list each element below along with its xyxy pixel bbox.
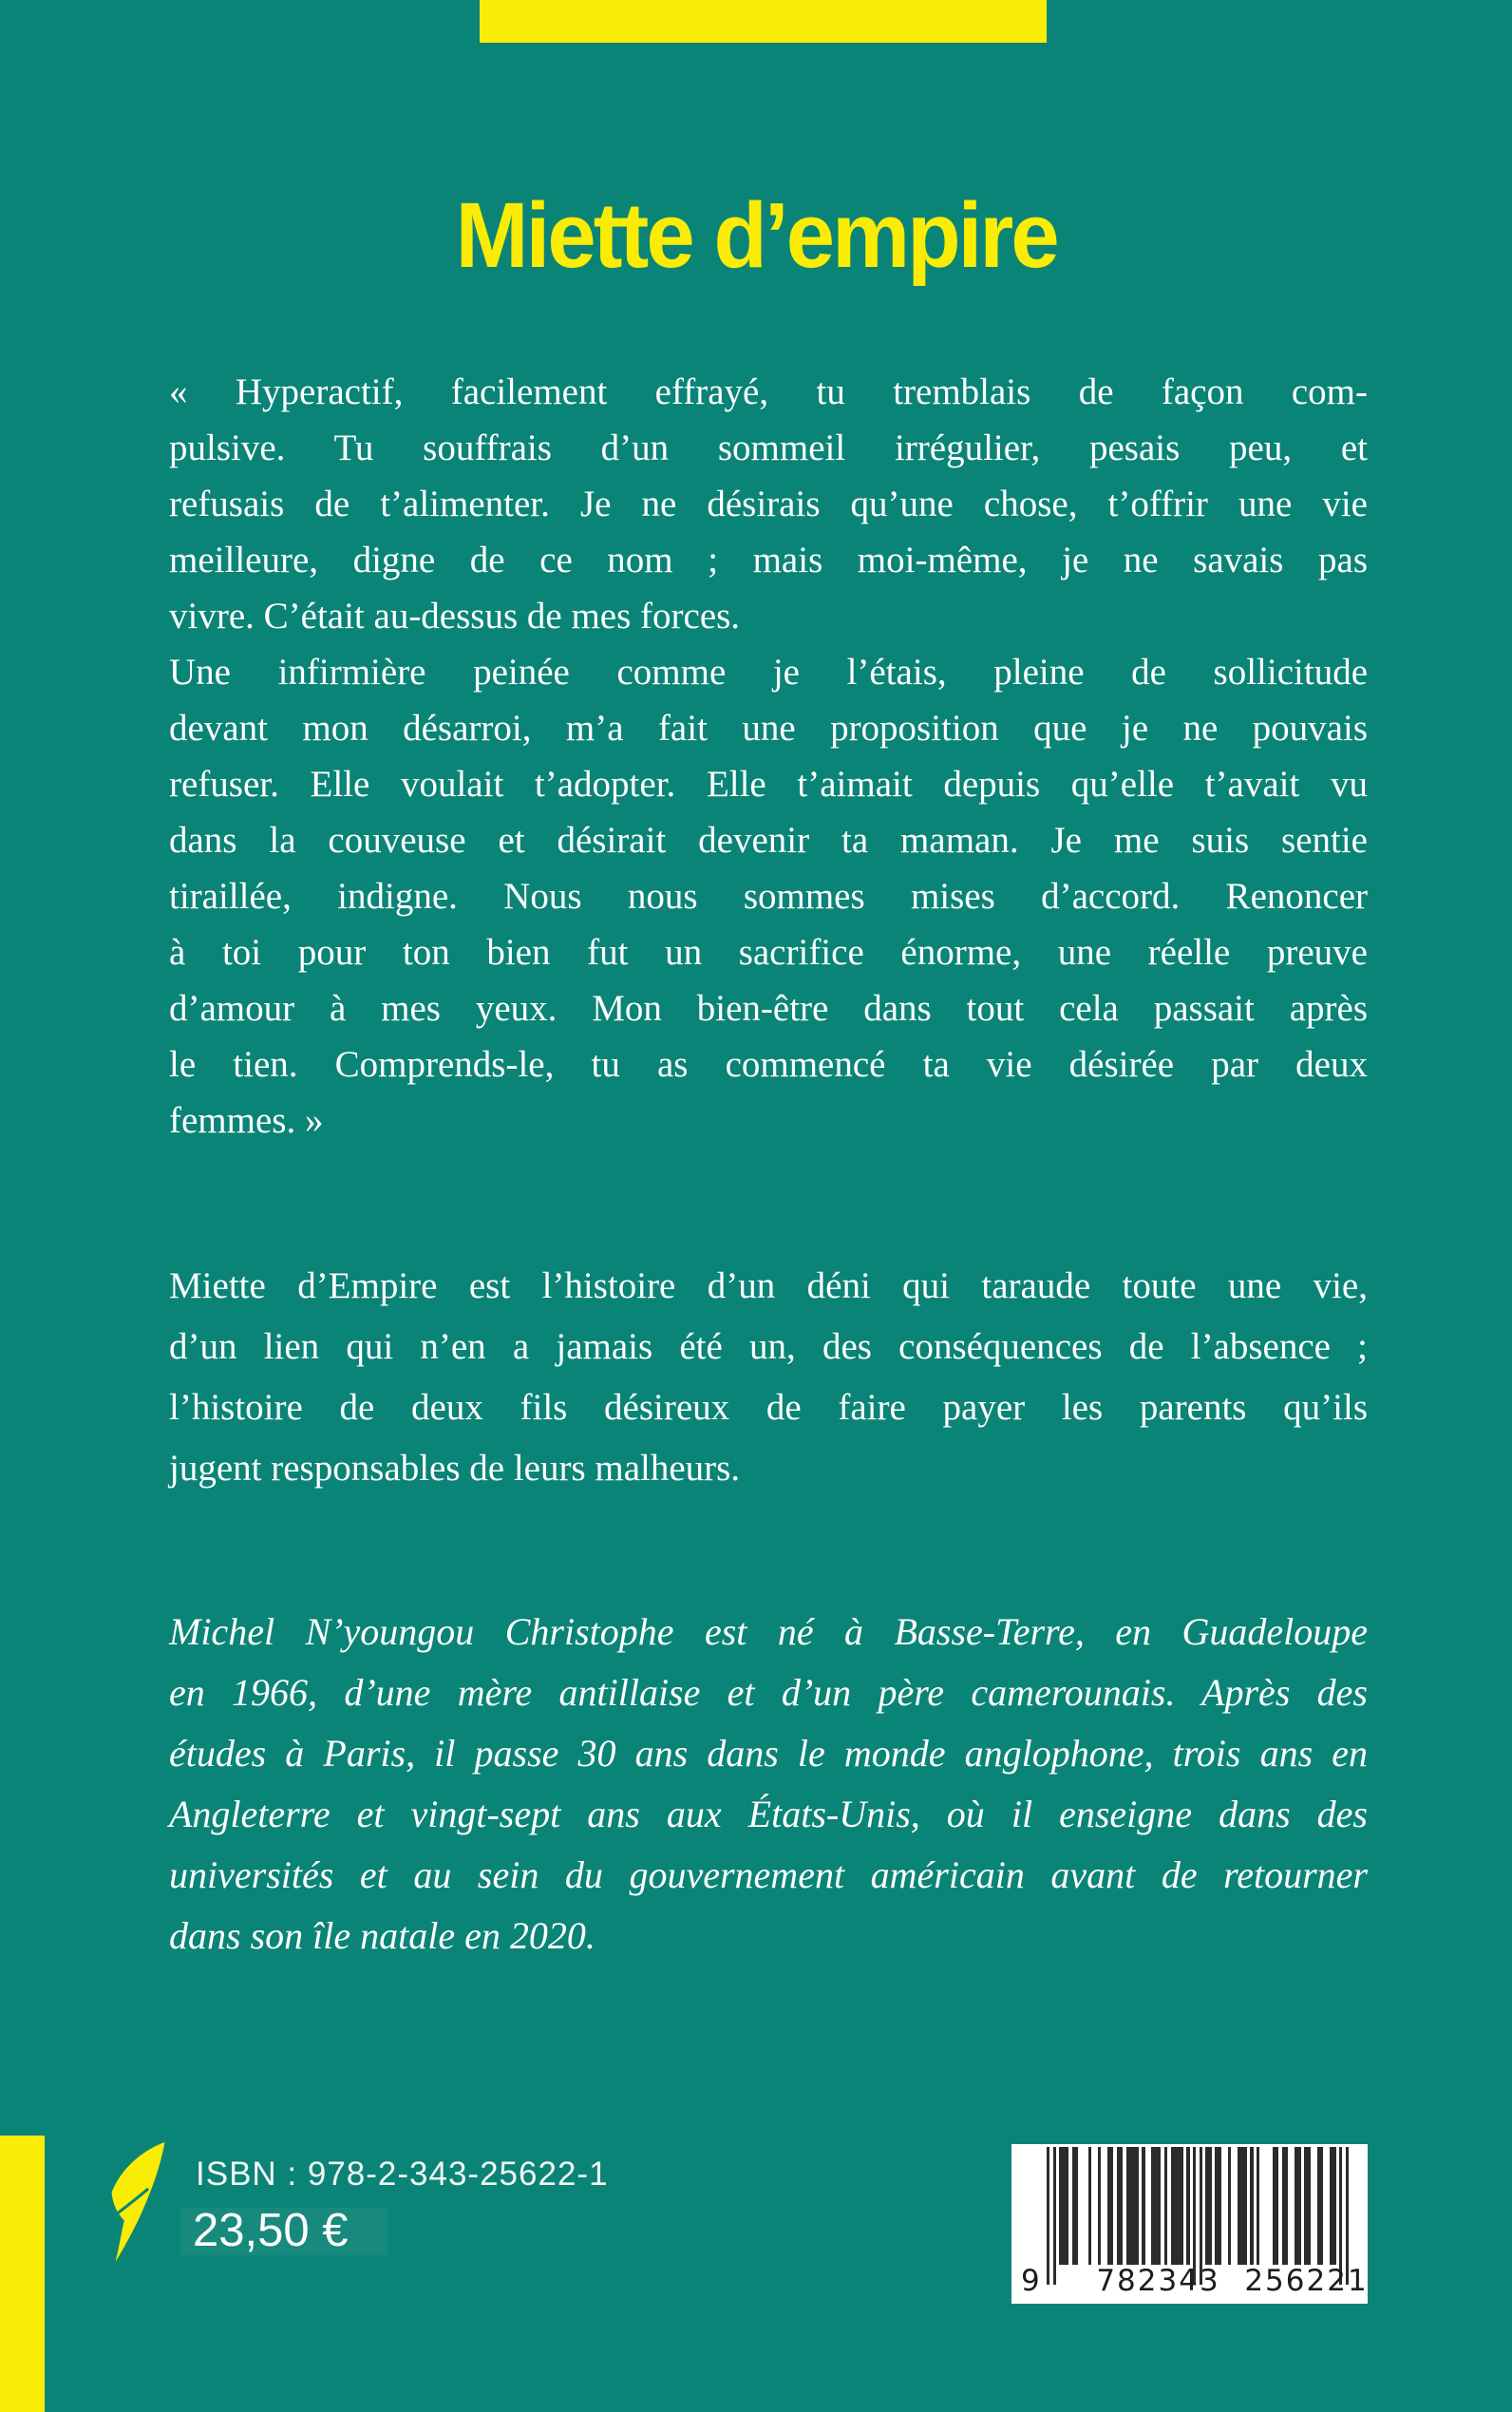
text-line: Une infirmière peinée comme je l’étais, pleine de sollicitude bbox=[169, 652, 1368, 693]
text-line: Michel N’youngou Christophe est né à Basse-Terre, en Guadeloupe bbox=[169, 1610, 1368, 1653]
text-line: à toi pour ton bien fut un sacrifice énorme, une réelle preuve bbox=[169, 932, 1368, 973]
barcode-bar bbox=[1228, 2147, 1231, 2265]
barcode-bar bbox=[1126, 2147, 1139, 2265]
bottom-left-yellow-stripe bbox=[0, 2136, 45, 2412]
feather-quill-icon bbox=[108, 2139, 169, 2265]
text-line: devant mon désarroi, m’a fait une proposition que je ne pouvais bbox=[169, 708, 1368, 749]
text-line: études à Paris, il passe 30 ans dans le monde anglophone, trois ans en bbox=[169, 1732, 1368, 1775]
text-line: pulsive. Tu souffrais d’un sommeil irrégulier, pesais peu, et bbox=[169, 427, 1368, 468]
barcode-digits bbox=[1011, 2264, 1368, 2302]
barcode-bar bbox=[1238, 2147, 1247, 2265]
barcode-bar bbox=[1151, 2147, 1161, 2265]
synopsis-section bbox=[169, 1256, 1368, 1499]
barcode-bar bbox=[1098, 2147, 1101, 2265]
barcode-bar bbox=[1088, 2147, 1091, 2265]
barcode-bar bbox=[1330, 2147, 1336, 2265]
text-line: meilleure, digne de ce nom ; mais moi-même, je ne savais pas bbox=[169, 540, 1368, 580]
top-spine-tab bbox=[480, 0, 1047, 43]
author-bio-section bbox=[169, 1602, 1368, 1966]
barcode-bar bbox=[1186, 2147, 1189, 2265]
quote-paragraph-2 bbox=[169, 644, 1368, 1149]
author-bio-paragraph bbox=[169, 1602, 1368, 1966]
barcode-digit-first: 9 bbox=[1021, 2264, 1040, 2298]
text-line: universités et au sein du gouvernement américain avant de retourner bbox=[169, 1853, 1368, 1896]
text-line: jugent responsables de leurs malheurs. bbox=[169, 1448, 741, 1489]
barcode-bar bbox=[1215, 2147, 1221, 2265]
barcode-bar bbox=[1059, 2147, 1068, 2265]
barcode-bar bbox=[1205, 2147, 1212, 2265]
barcode-digits-left: 782343 bbox=[1096, 2264, 1220, 2298]
barcode-bar bbox=[1295, 2147, 1301, 2265]
text-line: Miette d’Empire est l’histoire d’un déni qui taraude toute une vie, bbox=[169, 1265, 1368, 1306]
text-line: « Hyperactif, facilement effrayé, tu tremblais de façon com- bbox=[169, 371, 1368, 412]
text-line: vivre. C’était au-dessus de mes forces. bbox=[169, 596, 741, 636]
barcode-bar bbox=[1107, 2147, 1114, 2265]
book-title bbox=[0, 182, 1512, 289]
text-line: le tien. Comprends-le, tu as commencé ta vie désirée par deux bbox=[169, 1044, 1368, 1085]
text-line: dans son île natale en 2020. bbox=[169, 1914, 595, 1957]
text-line: refuser. Elle voulait t’adopter. Elle t’aimait depuis qu’elle t’avait vu bbox=[169, 764, 1368, 805]
barcode-bar bbox=[1117, 2147, 1124, 2265]
text-line: d’amour à mes yeux. Mon bien-être dans tout cela passait après bbox=[169, 988, 1368, 1029]
barcode-bar bbox=[1142, 2147, 1144, 2265]
quote-paragraph-1 bbox=[169, 364, 1368, 644]
barcode-bar bbox=[1164, 2147, 1167, 2265]
barcode-bar bbox=[1072, 2147, 1079, 2265]
price-text: 23,50 € bbox=[193, 2205, 349, 2256]
text-line: d’un lien qui n’en a jamais été un, des conséquences de l’absence ; bbox=[169, 1326, 1368, 1367]
barcode-bar bbox=[1304, 2147, 1311, 2265]
book-title-text: Miette d’empire bbox=[455, 183, 1057, 287]
barcode-bar bbox=[1250, 2147, 1253, 2265]
quote-section bbox=[169, 364, 1368, 1149]
text-line: refusais de t’alimenter. Je ne désirais qu’une chose, t’offrir une vie bbox=[169, 484, 1368, 524]
text-line: tiraillée, indigne. Nous nous sommes mises d’accord. Renoncer bbox=[169, 876, 1368, 917]
barcode-bar bbox=[1171, 2147, 1183, 2265]
text-line: en 1966, d’une mère antillaise et d’un père camerounais. Après des bbox=[169, 1671, 1368, 1714]
synopsis-paragraph bbox=[169, 1256, 1368, 1499]
barcode-bar bbox=[1257, 2147, 1259, 2265]
text-line: dans la couveuse et désirait devenir ta maman. Je me suis sentie bbox=[169, 820, 1368, 861]
barcode bbox=[1011, 2144, 1368, 2304]
text-line: l’histoire de deux fils désireux de faire payer les parents qu’ils bbox=[169, 1387, 1368, 1428]
barcode-digits-right: 256221 bbox=[1244, 2264, 1369, 2298]
barcode-bar bbox=[1317, 2147, 1324, 2265]
text-line: femmes. » bbox=[169, 1100, 324, 1141]
barcode-bar bbox=[1282, 2147, 1289, 2265]
isbn-text: ISBN : 978-2-343-25622-1 bbox=[196, 2156, 609, 2193]
text-line: Angleterre et vingt-sept ans aux États-Unis, où il enseigne dans des bbox=[169, 1793, 1368, 1835]
barcode-bar bbox=[1273, 2147, 1279, 2265]
